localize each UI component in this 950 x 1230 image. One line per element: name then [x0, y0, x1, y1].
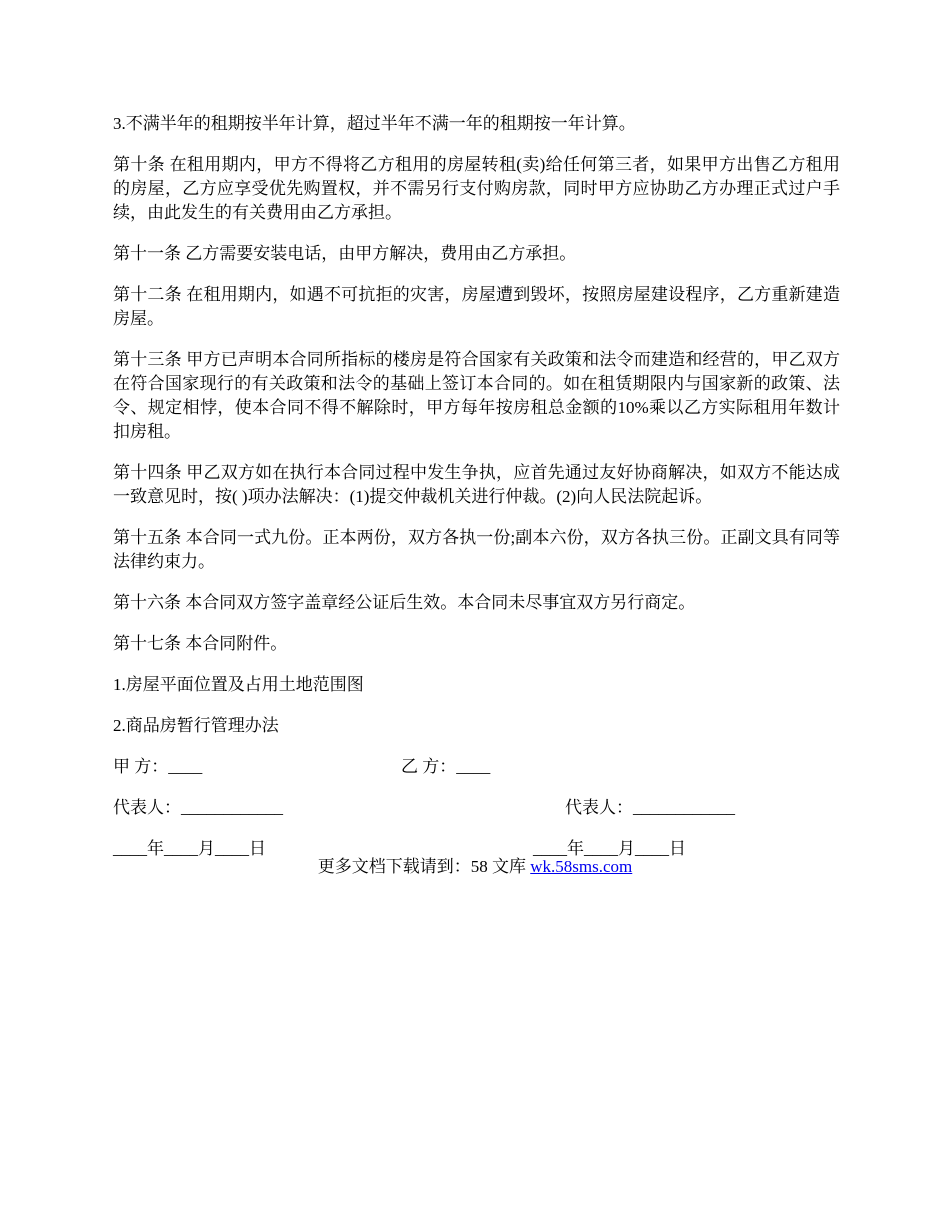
attachment-2: 2.商品房暂行管理办法 [113, 716, 279, 735]
signature-representative-row [113, 796, 840, 820]
footer-prefix: 更多文档下载请到：58 文库 [317, 857, 531, 876]
clause-9-item-3: 3.不满半年的租期按半年计算，超过半年不满一年的租期按一年计算。 [113, 114, 636, 133]
clause-14: 第十四条 甲乙双方如在执行本合同过程中发生争执，应首先通过友好协商解决，如双方不能达成一致意见时，按( )项办法解决：(1)提交仲裁机关进行仲裁。(2)向人民法院起诉。 [113, 463, 840, 506]
date-a-label: ____年____月____日 [113, 839, 266, 858]
clause-17: 第十七条 本合同附件。 [113, 634, 288, 653]
clause-12: 第十二条 在租用期内，如遇不可抗拒的灾害，房屋遭到毁坏，按照房屋建设程序，乙方重新建造房屋。 [113, 285, 840, 328]
representative-a-label: 代表人：____________ [113, 798, 283, 817]
party-b-label: 乙 方：____ [401, 757, 491, 776]
clause-13: 第十三条 甲方已声明本合同所指标的楼房是符合国家有关政策和法令而建造和经营的，甲乙双方在符合国家现行的有关政策和法令的基础上签订本合同的。如在租赁期限内与国家新的政策、法令、规定相悖，使本合同不得不解除时，甲方每年按房租总金额的10%乘以乙方实际租用年数计扣房租。 [113, 350, 840, 441]
representative-b-label: 代表人：____________ [565, 798, 735, 817]
clause-15: 第十五条 本合同一式九份。正本两份，双方各执一份;副本六份，双方各执三份。正副文具有同等法律约束力。 [113, 528, 840, 571]
clause-11: 第十一条 乙方需要安装电话，由甲方解决，费用由乙方承担。 [113, 244, 577, 263]
attachment-1: 1.房屋平面位置及占用土地范围图 [113, 675, 364, 694]
date-b-label: ____年____月____日 [533, 839, 686, 858]
footer [0, 855, 950, 879]
clause-16: 第十六条 本合同双方签字盖章经公证后生效。本合同未尽事宜双方另行商定。 [113, 593, 696, 612]
contract-body [113, 112, 840, 878]
signature-party-row [113, 755, 840, 779]
footer-link[interactable]: wk.58sms.com [530, 857, 633, 876]
party-a-label: 甲 方：____ [113, 757, 203, 776]
clause-10: 第十条 在租用期内，甲方不得将乙方租用的房屋转租(卖)给任何第三者，如果甲方出售乙方租用的房屋，乙方应享受优先购置权，并不需另行支付购房款，同时甲方应协助乙方办理正式过户手续，由此发生的有关费用由乙方承担。 [113, 155, 840, 222]
